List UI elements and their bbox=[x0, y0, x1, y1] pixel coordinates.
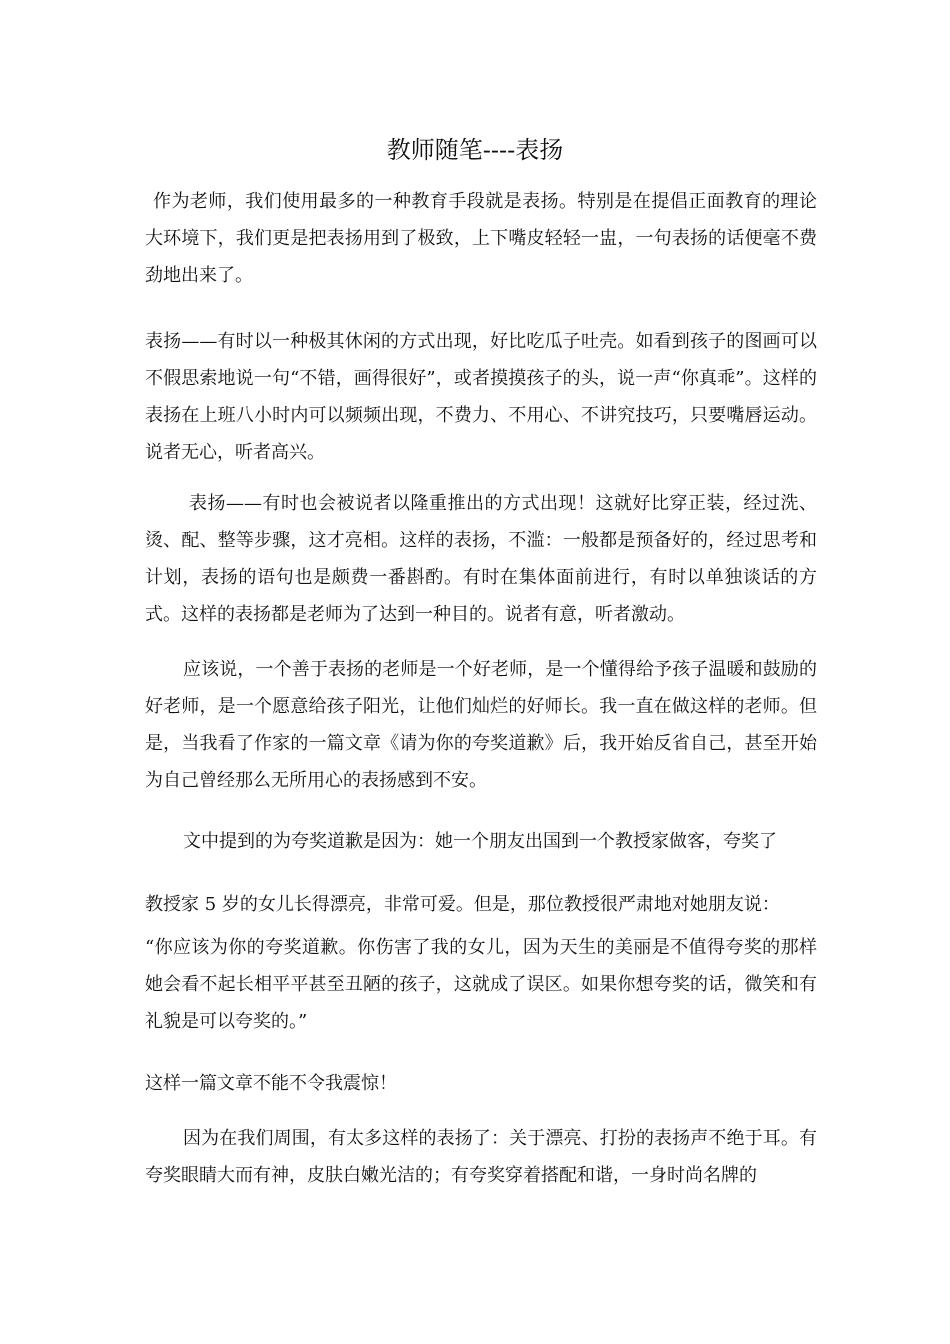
paragraph-5: 文中提到的为夸奖道歉是因为：她一个朋友出国到一个教授家做客，夸奖了 bbox=[183, 831, 777, 852]
paragraph-6: 教授家 5 岁的女儿长得漂亮，非常可爱。但是，那位教授很严肃地对她朋友说： bbox=[145, 894, 780, 915]
paragraph-8: 这样一篇文章不能不令我震惊！ bbox=[145, 1073, 397, 1094]
document-title: 教师随笔----表扬 bbox=[386, 136, 564, 164]
paragraph-3: 表扬——有时也会被说者以隆重推出的方式出现！这就好比穿正装，经过洗、烫、配、整等步骤，这才亮相。这样的表扬，不滥：一般都是预备好的，经过思考和计划，表扬的语句也是颇费一番斟酌。有时在集体面前进行，有时以单独谈话的方式。这样的表扬都是老师为了达到一种目的。说者有意，听者激动。 bbox=[145, 493, 817, 625]
paragraph-4: 应该说，一个善于表扬的老师是一个好老师，是一个懂得给予孩子温暖和鼓励的好老师，是一个愿意给孩子阳光，让他们灿烂的好师长。我一直在做这样的老师。但是，当我看了作家的一篇文章《请为你的夸奖道歉》后，我开始反省自己，甚至开始为自己曾经那么无所用心的表扬感到不安。 bbox=[145, 659, 817, 791]
quote-paragraph: “你应该为你的夸奖道歉。你伤害了我的女儿，因为天生的美丽是不值得夸奖的那样她会看不起长相平平甚至丑陋的孩子，这就成了误区。如果你想夸奖的话，微笑和有礼貌是可以夸奖的。” bbox=[145, 937, 817, 1032]
paragraph-2: 表扬——有时以一种极其休闲的方式出现，好比吃瓜子吐壳。如看到孩子的图画可以不假思索地说一句“不错，画得很好”，或者摸摸孩子的头，说一声“你真乖”。这样的表扬在上班八小时内可以频频出现，不费力、不用心、不讲究技巧，只要嘴唇运动。说者无心，听者高兴。 bbox=[145, 331, 817, 463]
paragraph-9: 因为在我们周围，有太多这样的表扬了：关于漂亮、打扮的表扬声不绝于耳。有夸奖眼睛大而有神，皮肤白嫩光洁的；有夸奖穿着搭配和谐，一身时尚名牌的 bbox=[145, 1128, 817, 1186]
paragraph-1: 作为老师，我们使用最多的一种教育手段就是表扬。特别是在提倡正面教育的理论大环境下，我们更是把表扬用到了极致，上下嘴皮轻轻一盅，一句表扬的话便毫不费劲地出来了。 bbox=[145, 191, 817, 286]
